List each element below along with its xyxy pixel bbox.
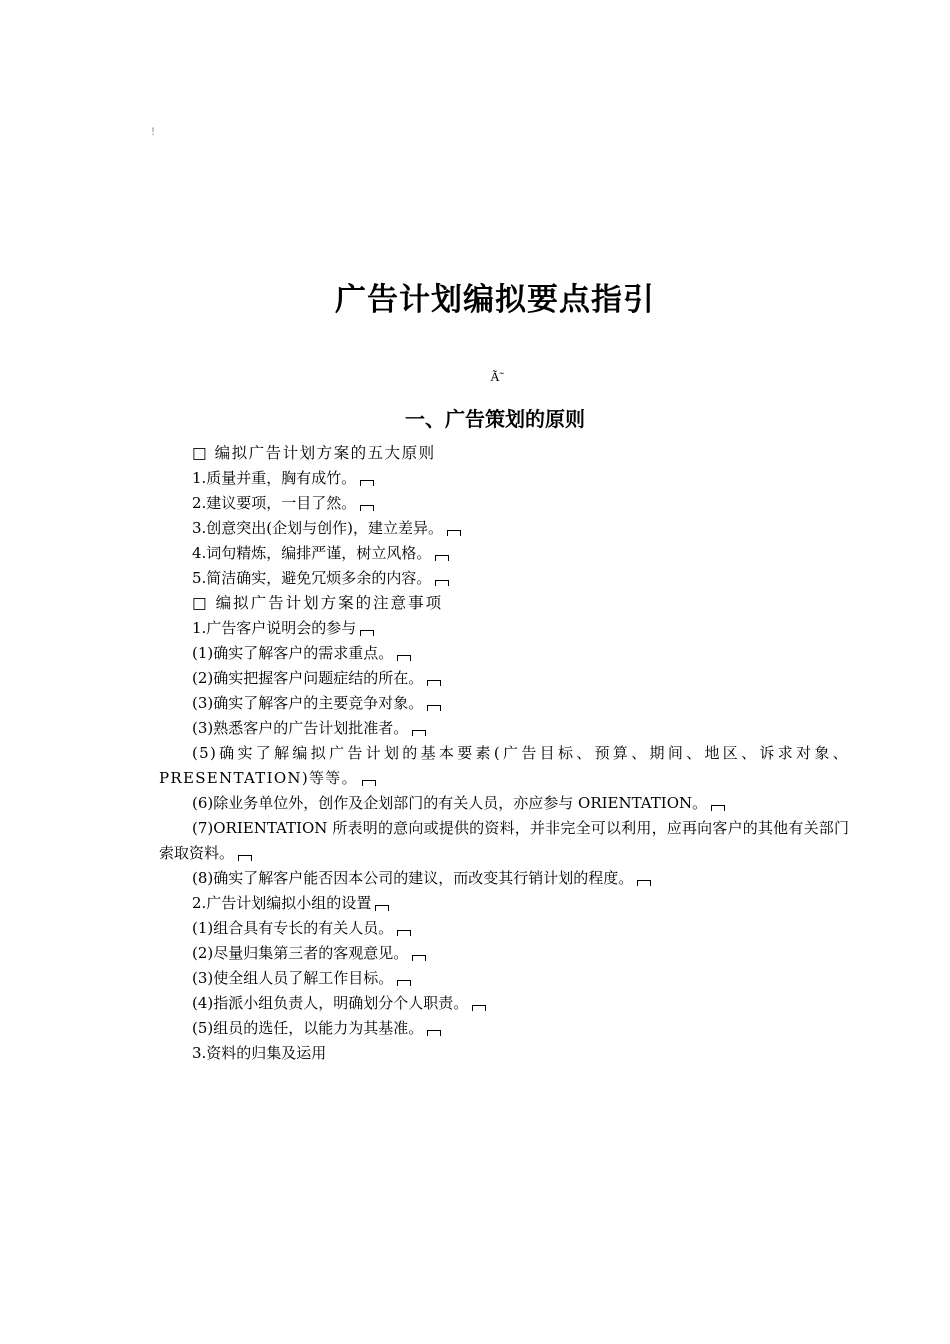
paragraph-mark-icon — [397, 655, 411, 661]
paragraph-mark-icon — [637, 880, 651, 886]
section-title: 一、广告策划的原则 — [405, 407, 585, 431]
paragraph-mark-icon — [427, 705, 441, 711]
body-line-1: 1.质量并重，胸有成竹。 — [159, 466, 849, 491]
body-line-15: (8)确实了解客户能否因本公司的建议，而改变其行销计划的程度。 — [159, 866, 849, 891]
paragraph-mark-icon — [360, 505, 374, 511]
paragraph-mark-icon — [397, 980, 411, 986]
body-line-22: 3.资料的归集及运用 — [192, 1044, 327, 1062]
paragraph-mark-icon — [238, 855, 252, 861]
body-line-12: (5)确实了解编拟广告计划的基本要素(广告目标、预算、期间、地区、诉求对象、PRESENTATION)等等。 — [159, 744, 849, 787]
paragraph-mark-icon — [362, 780, 376, 786]
body-line-18: (2)尽量归集第三者的客观意见。 — [159, 941, 849, 966]
body-line-11: (3)熟悉客户的广告计划批准者。 — [159, 716, 849, 741]
paragraph-mark-icon — [412, 955, 426, 961]
body-line-4: 4.词句精炼，编排严谨，树立风格。 — [159, 541, 849, 566]
page-mark: ! — [151, 124, 155, 138]
body-line-13: (6)除业务单位外，创作及企划部门的有关人员，亦应参与 ORIENTATION。 — [159, 791, 849, 816]
body-line-10: (3)确实了解客户的主要竞争对象。 — [159, 691, 849, 716]
paragraph-mark-icon — [360, 630, 374, 636]
body-line-7: 1.广告客户说明会的参与 — [159, 616, 849, 641]
body-line-3: 3.创意突出(企划与创作)，建立差异。 — [159, 516, 849, 541]
body-line-19: (3)使全组人员了解工作目标。 — [159, 966, 849, 991]
paragraph-mark-icon — [435, 580, 449, 586]
body-line-5: 5.简洁确实，避免冗烦多余的内容。 — [159, 566, 849, 591]
paragraph-mark-icon — [412, 730, 426, 736]
body-line-20: (4)指派小组负责人，明确划分个人职责。 — [159, 991, 849, 1016]
paragraph-mark-icon — [472, 1005, 486, 1011]
paragraph-mark-icon — [447, 530, 461, 536]
stray-glyph: Ã̃ — [490, 369, 500, 384]
body-line-9: (2)确实把握客户问题症结的所在。 — [159, 666, 849, 691]
body-line-16: 2.广告计划编拟小组的设置 — [159, 891, 849, 916]
paragraph-mark-icon — [435, 555, 449, 561]
body-line-17: (1)组合具有专长的有关人员。 — [159, 916, 849, 941]
body-line-0: □ 编拟广告计划方案的五大原则 — [192, 444, 436, 462]
body-line-6: □ 编拟广告计划方案的注意事项 — [192, 594, 444, 612]
paragraph-mark-icon — [711, 805, 725, 811]
paragraph-mark-icon — [360, 480, 374, 486]
document-body — [159, 441, 849, 1066]
paragraph-mark-icon — [427, 680, 441, 686]
paragraph-mark-icon — [375, 905, 389, 911]
paragraph-mark-icon — [427, 1030, 441, 1036]
body-line-14: (7)ORIENTATION 所表明的意向或提供的资料，并非完全可以利用，应再向客户的其他有关部门索取资料。 — [159, 819, 849, 862]
body-line-21: (5)组员的选任，以能力为其基准。 — [159, 1016, 849, 1041]
document-title: 广告计划编拟要点指引 — [335, 282, 655, 318]
paragraph-mark-icon — [397, 930, 411, 936]
body-line-8: (1)确实了解客户的需求重点。 — [159, 641, 849, 666]
body-line-2: 2.建议要项，一目了然。 — [159, 491, 849, 516]
